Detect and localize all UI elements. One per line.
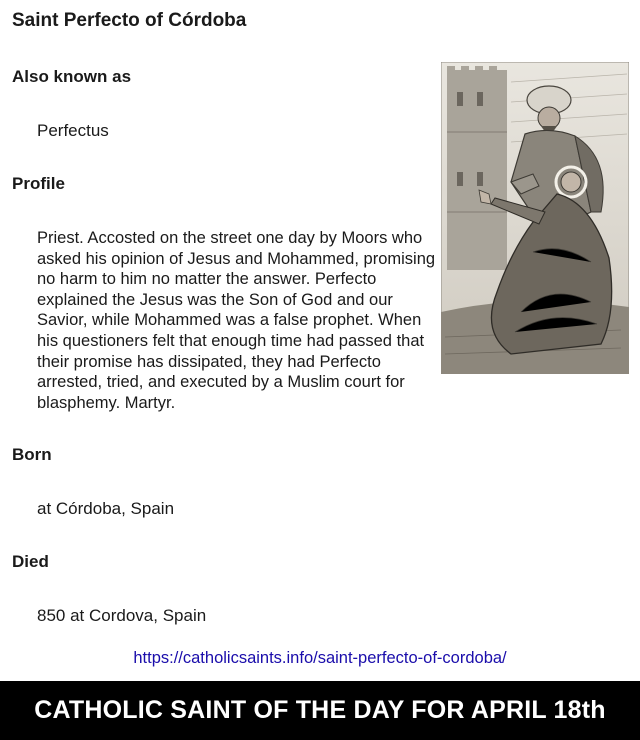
page-title: Saint Perfecto of Córdoba	[12, 10, 247, 31]
profile-text: Priest. Accosted on the street one day by Moors who asked his opinion of Jesus and Mohammed, promising no harm to him no matter the answer. Perfecto explained the Jesus was the Son of God and our Savior, while Mohammed was a false prophet. When his questioners felt that enough time had passed that their promise has dissipated, they had Perfecto arrested, tried, and executed by a Muslim court for blasphemy. Martyr.	[37, 229, 436, 412]
profile-heading: Profile	[12, 174, 65, 193]
born-heading: Born	[12, 445, 52, 464]
died-value: 850 at Cordova, Spain	[37, 606, 207, 625]
source-link[interactable]: https://catholicsaints.info/saint-perfecto-of-cordoba/	[133, 649, 507, 667]
died-heading: Died	[12, 552, 49, 571]
also-known-as-heading: Also known as	[12, 67, 132, 86]
also-known-as-value: Perfectus	[37, 121, 109, 140]
born-value: at Córdoba, Spain	[37, 499, 175, 518]
banner-text: CATHOLIC SAINT OF THE DAY FOR APRIL 18th	[34, 696, 606, 724]
martyrdom-engraving-image	[441, 62, 629, 374]
saint-of-the-day-banner	[0, 681, 640, 740]
